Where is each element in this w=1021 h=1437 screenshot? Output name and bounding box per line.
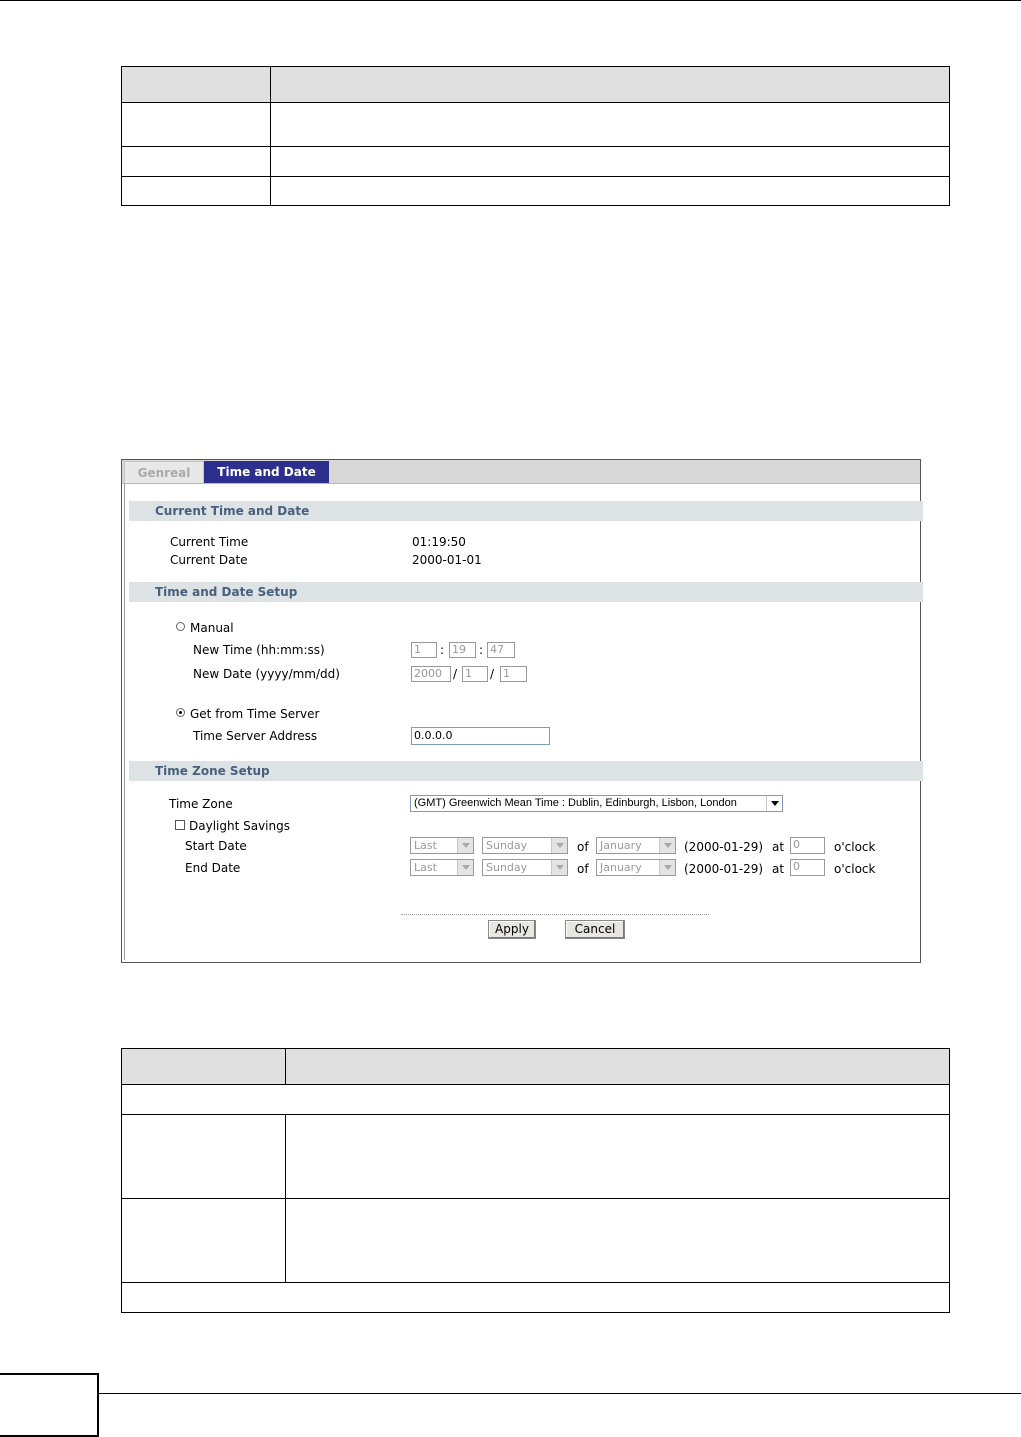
time-server-address-label: Time Server Address <box>193 729 318 743</box>
current-date-label: Current Date <box>170 553 248 567</box>
cancel-button[interactable]: Cancel <box>565 920 625 939</box>
time-zone-label: Time Zone <box>169 797 233 811</box>
end-week-select[interactable] <box>410 859 474 876</box>
end-week-value: Last <box>414 861 437 874</box>
date-separator: / <box>490 667 495 681</box>
year-input[interactable]: 2000 <box>411 666 451 682</box>
oclock-text: o'clock <box>834 862 876 876</box>
upper-table <box>121 66 950 206</box>
end-month-value: January <box>600 861 642 874</box>
section-time-zone-setup: Time Zone Setup <box>129 761 923 781</box>
current-date-value: 2000-01-01 <box>412 553 482 567</box>
tab-time-and-date[interactable]: Time and Date <box>204 461 329 483</box>
start-week-value: Last <box>414 839 437 852</box>
manual-label: Manual <box>190 621 234 635</box>
of-text: of <box>577 840 589 854</box>
section-current-time-date: Current Time and Date <box>129 501 923 521</box>
start-week-select[interactable] <box>410 837 474 854</box>
time-separator: : <box>479 643 484 657</box>
start-date-label: Start Date <box>185 839 247 853</box>
tab-general[interactable]: Genreal <box>124 461 204 483</box>
end-month-select[interactable] <box>596 859 676 876</box>
page-top-rule <box>0 0 1021 1</box>
day-input[interactable]: 1 <box>500 666 527 682</box>
lower-table <box>121 1048 950 1313</box>
end-date-preview: (2000-01-29) <box>684 862 764 876</box>
chevron-down-icon[interactable] <box>457 860 473 875</box>
table-row <box>122 1283 950 1313</box>
current-time-value: 01:19:50 <box>412 535 466 549</box>
new-date-label: New Date (yyyy/mm/dd) <box>193 667 340 681</box>
of-text: of <box>577 862 589 876</box>
chevron-down-icon[interactable] <box>551 860 567 875</box>
hour-input[interactable]: 1 <box>411 642 437 658</box>
time-separator: : <box>440 643 445 657</box>
time-server-address-input[interactable]: 0.0.0.0 <box>411 727 550 745</box>
start-month-select[interactable] <box>596 837 676 854</box>
time-server-radio[interactable] <box>176 708 185 717</box>
tab-content <box>124 484 919 960</box>
new-time-label: New Time (hh:mm:ss) <box>193 643 325 657</box>
button-divider <box>401 914 709 915</box>
date-separator: / <box>453 667 458 681</box>
table-row <box>122 1199 950 1283</box>
tab-bar <box>122 460 920 484</box>
second-input[interactable]: 47 <box>487 642 515 658</box>
time-server-label: Get from Time Server <box>190 707 320 721</box>
daylight-savings-checkbox[interactable] <box>175 820 185 830</box>
manual-radio[interactable] <box>176 622 185 631</box>
daylight-savings-label: Daylight Savings <box>189 819 290 833</box>
apply-button[interactable]: Apply <box>488 920 536 939</box>
table-row <box>122 177 950 206</box>
start-day-value: Sunday <box>486 839 528 852</box>
at-text: at <box>772 862 785 876</box>
table-row <box>122 1085 950 1115</box>
time-date-screen <box>121 459 921 963</box>
start-hour-input[interactable]: 0 <box>790 837 825 854</box>
time-zone-value: (GMT) Greenwich Mean Time : Dublin, Edinburgh, Lisbon, London <box>414 797 737 809</box>
end-day-value: Sunday <box>486 861 528 874</box>
chevron-down-icon[interactable] <box>766 796 782 811</box>
footer-rule <box>99 1393 1021 1394</box>
minute-input[interactable]: 19 <box>449 642 476 658</box>
start-month-value: January <box>600 839 642 852</box>
end-hour-input[interactable]: 0 <box>790 859 825 876</box>
table-row <box>122 1115 950 1199</box>
table-header-row <box>122 67 950 103</box>
table-header-row <box>122 1049 950 1085</box>
table-row <box>122 147 950 177</box>
chevron-down-icon[interactable] <box>659 838 675 853</box>
oclock-text: o'clock <box>834 840 876 854</box>
start-day-select[interactable] <box>482 837 568 854</box>
end-date-label: End Date <box>185 861 241 875</box>
current-time-label: Current Time <box>170 535 249 549</box>
start-date-preview: (2000-01-29) <box>684 840 764 854</box>
chevron-down-icon[interactable] <box>551 838 567 853</box>
end-day-select[interactable] <box>482 859 568 876</box>
time-zone-select[interactable] <box>410 795 783 812</box>
chevron-down-icon[interactable] <box>659 860 675 875</box>
table-row <box>122 103 950 147</box>
month-input[interactable]: 1 <box>462 666 488 682</box>
chevron-down-icon[interactable] <box>457 838 473 853</box>
page-number-box <box>0 1373 99 1437</box>
section-time-date-setup: Time and Date Setup <box>129 582 923 602</box>
at-text: at <box>772 840 785 854</box>
